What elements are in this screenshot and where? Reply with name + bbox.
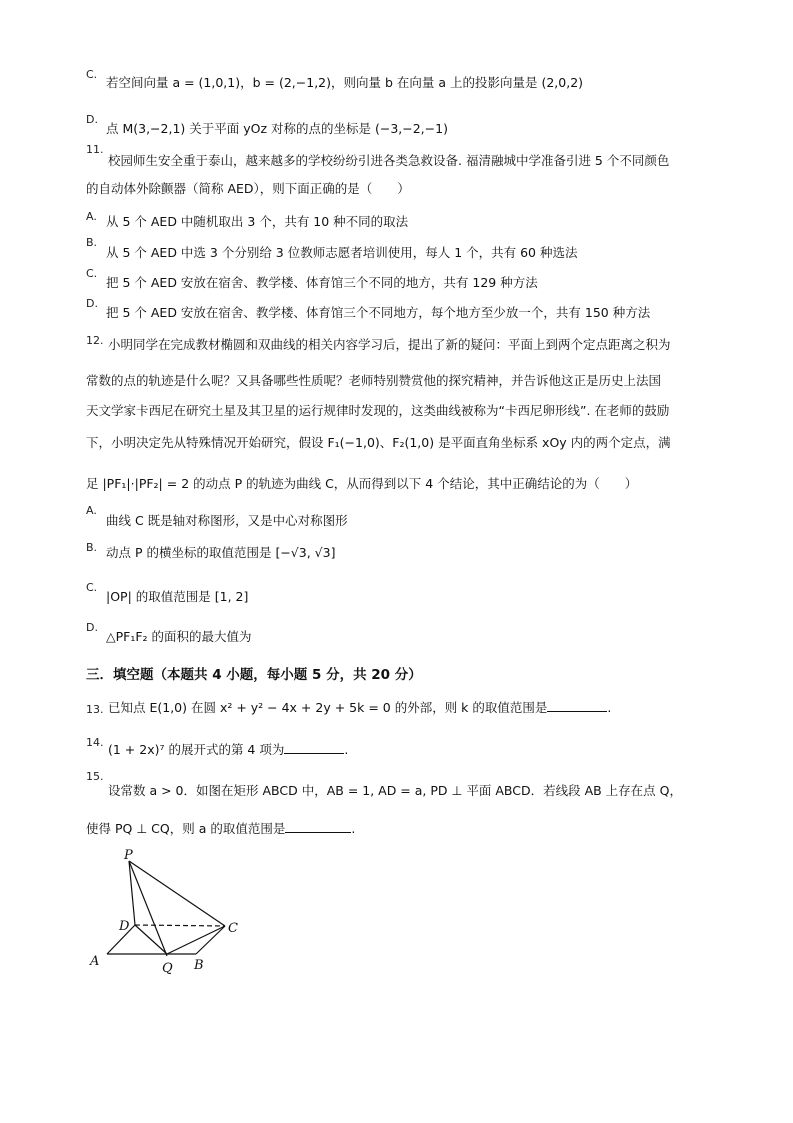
option-label: B. bbox=[86, 541, 98, 554]
q12-line-4: 下，小明决定先从特殊情况开始研究，假设 F₁(−1,0)、F₂(1,0) 是平面直角坐标系 xOy 内的两个定点，满 bbox=[86, 435, 671, 450]
edge-PQ bbox=[129, 861, 167, 956]
answer-blank[interactable] bbox=[285, 820, 351, 833]
label-P: P bbox=[124, 848, 133, 863]
q12-line-1: 小明同学在完成教材椭圆和双曲线的相关内容学习后，提出了新的疑问：平面上到两个定点距离之积为 bbox=[108, 337, 671, 352]
q11-option-c: 把 5 个 AED 安放在宿舍、教学楼、体育馆三个不同的地方，共有 129 种方法 bbox=[106, 275, 538, 290]
option-label: D. bbox=[86, 113, 98, 126]
option-label: C. bbox=[86, 581, 98, 594]
label-C: C bbox=[228, 921, 238, 936]
q15-line-2: 使得 PQ ⊥ CQ，则 a 的取值范围是 . bbox=[86, 821, 356, 836]
q11-line-1: 校园师生安全重于泰山，越来越多的学校纷纷引进各类急救设备. 福清融城中学准备引进 5 个不同颜色 bbox=[108, 153, 670, 168]
q12-option-a: 曲线 C 既是轴对称图形，又是中心对称图形 bbox=[106, 513, 348, 528]
option-label: A. bbox=[86, 210, 97, 223]
q11-option-b: 从 5 个 AED 中选 3 个分别给 3 位教师志愿者培训使用，每人 1 个，共有 60 种选法 bbox=[106, 245, 578, 260]
edge-DC bbox=[135, 925, 225, 926]
q12-line-2: 常数的点的轨迹是什么呢？又具备哪些性质呢？老师特别赞赏他的探究精神，并告诉他这正是历史上法国 bbox=[86, 373, 662, 388]
question-number: 14. bbox=[86, 736, 104, 749]
option-label: B. bbox=[86, 236, 98, 249]
option-c-text: 若空间向量 a = (1,0,1)，b = (2,−1,2)，则向量 b 在向量 a 上的投影向量是 (2,0,2) bbox=[106, 75, 584, 90]
q11-line-2: 的自动体外除颤器（简称 AED），则下面正确的是（ ） bbox=[86, 181, 410, 196]
option-label: C. bbox=[86, 267, 98, 280]
pyramid-figure bbox=[80, 848, 250, 978]
question-number: 12. bbox=[86, 334, 104, 347]
edge-PC bbox=[129, 861, 225, 926]
edge-QC bbox=[167, 926, 225, 954]
q12-option-d: △PF₁F₂ 的面积的最大值为 bbox=[106, 629, 252, 644]
q13-text: 已知点 E(1,0) 在圆 x² + y² − 4x + 2y + 5k = 0 的外部，则 k 的取值范围是 . bbox=[108, 700, 612, 715]
q11-option-d: 把 5 个 AED 安放在宿舍、教学楼、体育馆三个不同地方，每个地方至少放一个，共有 150 种方法 bbox=[106, 305, 651, 320]
question-number: 11. bbox=[86, 143, 104, 156]
option-label: C. bbox=[86, 68, 98, 81]
label-B: B bbox=[194, 958, 204, 973]
edge-BC bbox=[196, 926, 225, 954]
label-D: D bbox=[119, 919, 130, 934]
question-number: 13. bbox=[86, 703, 104, 716]
label-Q: Q bbox=[162, 961, 173, 976]
q12-line-3: 天文学家卡西尼在研究土星及其卫星的运行规律时发现的，这类曲线被称为“卡西尼卵形线”. 在老师的鼓励 bbox=[86, 403, 670, 418]
edge-PD bbox=[129, 861, 135, 925]
q12-option-c: |OP| 的取值范围是 [1, 2] bbox=[106, 589, 249, 604]
q12-line-5: 足 |PF₁|·|PF₂| = 2 的动点 P 的轨迹为曲线 C，从而得到以下 4 个结论，其中正确结论的为（ ） bbox=[86, 476, 638, 491]
q15-line-1: 设常数 a > 0．如图在矩形 ABCD 中，AB = 1, AD = a, PD ⊥ 平面 ABCD．若线段 AB 上存在点 Q， bbox=[108, 783, 682, 798]
q14-text: (1 + 2x)⁷ 的展开式的第 4 项为 . bbox=[108, 742, 349, 757]
option-d-text: 点 M(3,−2,1) 关于平面 yOz 对称的点的坐标是 (−3,−2,−1) bbox=[106, 121, 448, 136]
label-A: A bbox=[90, 954, 100, 969]
answer-blank[interactable] bbox=[547, 699, 607, 712]
section-heading: 三．填空题（本题共 4 小题，每小题 5 分，共 20 分） bbox=[86, 667, 422, 683]
question-number: 15. bbox=[86, 770, 104, 783]
q12-option-b: 动点 P 的横坐标的取值范围是 [−√3, √3] bbox=[106, 545, 336, 560]
option-label: D. bbox=[86, 621, 98, 634]
option-label: D. bbox=[86, 297, 98, 310]
q11-option-a: 从 5 个 AED 中随机取出 3 个，共有 10 种不同的取法 bbox=[106, 214, 409, 229]
option-label: A. bbox=[86, 504, 97, 517]
edge-DQ bbox=[135, 925, 167, 954]
answer-blank[interactable] bbox=[284, 741, 344, 754]
